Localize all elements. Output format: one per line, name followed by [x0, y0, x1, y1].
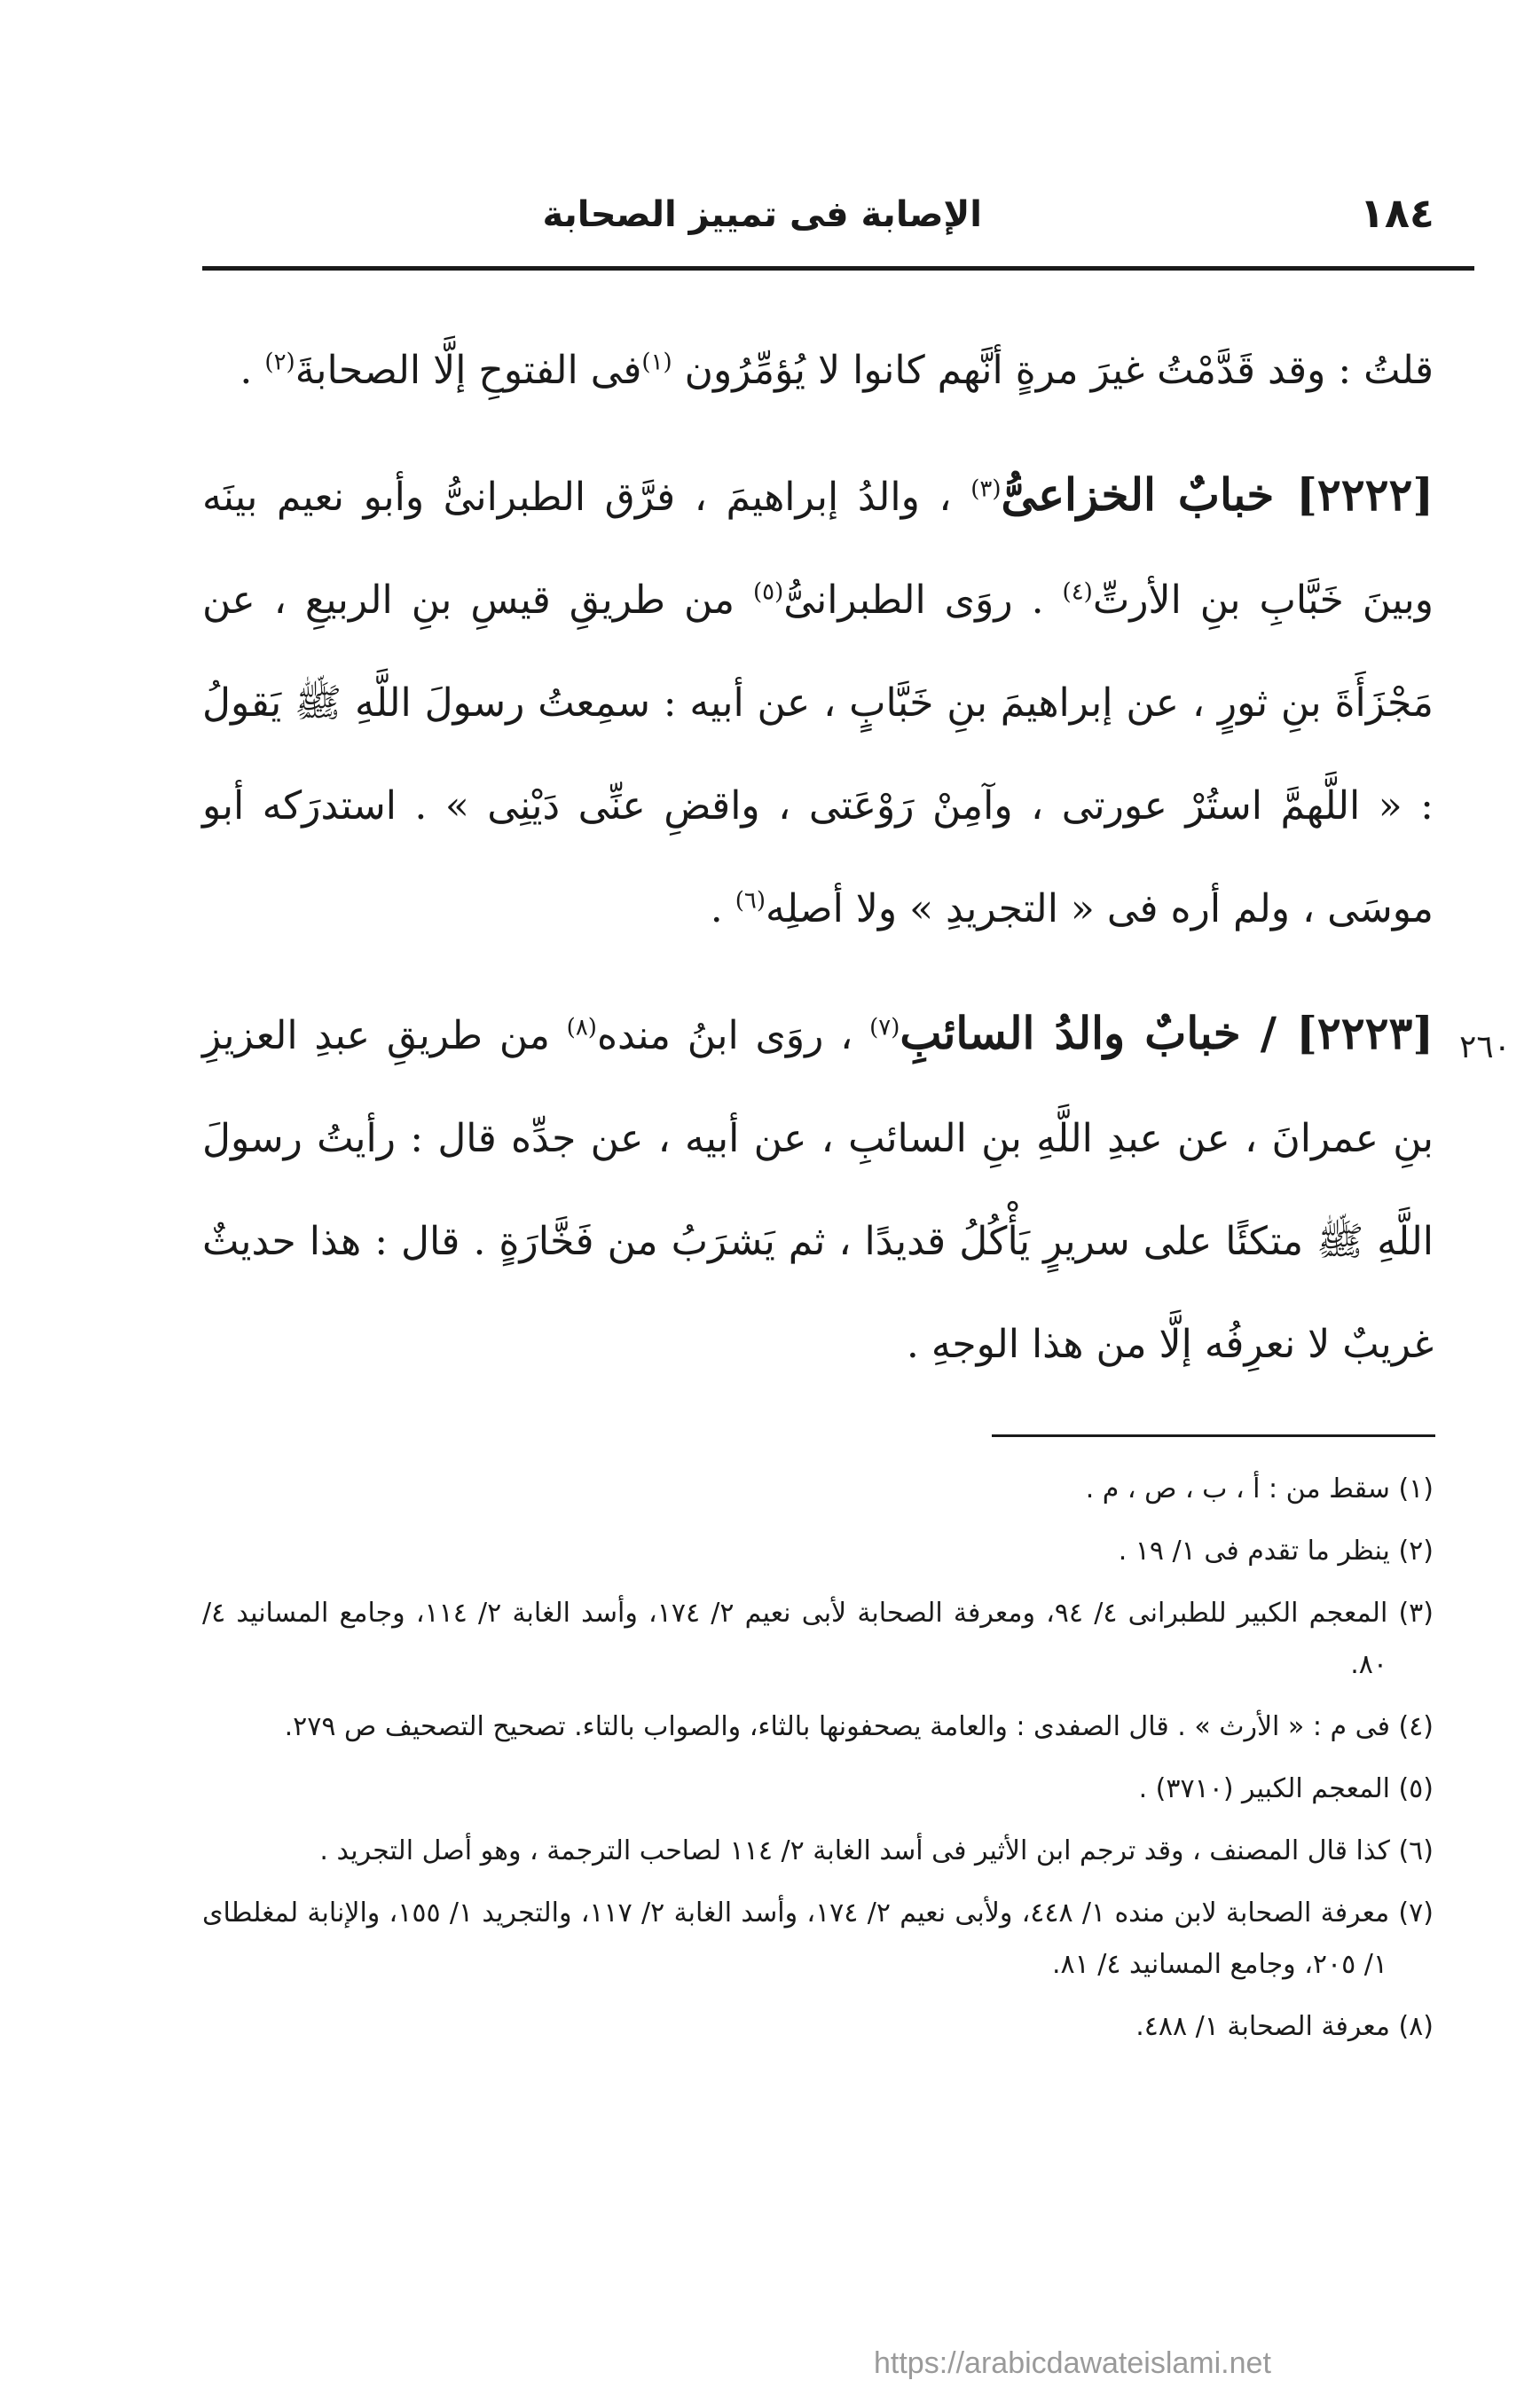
entry-text: ، روَى ابنُ منده — [596, 1013, 870, 1058]
footnote-marker[interactable]: (٨) — [566, 1014, 597, 1041]
entry-text: من طريقِ عبدِ العزيزِ بنِ عمرانَ ، عن عبدِ اللَّهِ بنِ السائبِ ، عن أبيه ، عن جدِّه قال : رأيتُ رسولَ اللَّهِ ﷺ متكئًا على سريرٍ يَأْكُلُ قديدًا ، ثم يَشرَبُ من فَخَّارَةٍ . قال : هذا حديثٌ غريبٌ لا نعرِفُه إلَّا من هذا الوجهِ . — [202, 1013, 1434, 1367]
footnote-separator — [992, 1434, 1435, 1437]
margin-volume-page-number: ٢٦٠ — [1459, 1029, 1512, 1065]
footnote-marker[interactable]: (٢) — [264, 349, 295, 376]
footnote-marker[interactable]: (٥) — [753, 578, 784, 606]
running-title: الإصابة فى تمييز الصحابة — [542, 194, 982, 235]
page-number: ١٨٤ — [1359, 189, 1434, 237]
footnote-marker[interactable]: (٧) — [869, 1014, 900, 1041]
header-rule — [202, 266, 1474, 271]
intro-paragraph — [202, 319, 1434, 422]
entry-2222 — [202, 444, 1434, 961]
entry-heading: [٢٢٢٢] خبابٌ الخزاعىُّ — [1001, 468, 1434, 521]
entry-text: . — [710, 886, 735, 931]
entry-heading: [٢٢٢٣] / خبابٌ والدُ السائبِ — [900, 1007, 1434, 1059]
footnote: (٧) معرفة الصحابة لابن منده ١/ ٤٤٨، ولأبى نعيم ٢/ ١٧٤، وأسد الغابة ٢/ ١١٧، والتجريد ١/ ١٥٥، والإنابة لمغلطاى ١/ ٢٠٥، وجامع المسانيد ٤/ ٨١. — [202, 1897, 1434, 1980]
entry-text: . روَى الطبرانىُّ — [783, 577, 1063, 623]
entry-text: ، والدُ إبراهيمَ ، فرَّق الطبرانىُّ وأبو نعيم بينَه وبينَ خَبَّابِ بنِ الأرتِّ — [202, 475, 1434, 623]
intro-text-1: قلتُ : وقد قَدَّمْتُ غيرَ مرةٍ أنَّهم كانوا لا يُؤمِّرُون — [672, 348, 1434, 393]
intro-text-2: فى الفتوحِ إلَّا الصحابةَ — [295, 348, 642, 393]
footnote: (٨) معرفة الصحابة ١/ ٤٨٨. — [1135, 2011, 1434, 2042]
main-text — [202, 319, 1434, 1418]
footnote: (٤) فى م : « الأرث » . قال الصفدى : والعامة يصحفونها بالثاء، والصواب بالتاء. تصحيح التصحيف ص ٢٧٩. — [284, 1711, 1434, 1742]
footnote-marker[interactable]: (٦) — [735, 887, 766, 915]
entry-2223 — [202, 982, 1434, 1396]
entry-text: من طريقِ قيسِ بنِ الربيعِ ، عن مَجْزَأَةَ بنِ ثورٍ ، عن إبراهيمَ بنِ خَبَّابٍ ، عن أبيه : سمِعتُ رسولَ اللَّهِ ﷺ يَقولُ : « اللَّهمَّ استُرْ عورتى ، وآمِنْ رَوْعَتى ، واقضِ عنِّى دَيْنِى » . استدرَكه أبو موسَى ، ولم أره فى « التجريدِ » ولا أصلِه — [202, 577, 1434, 931]
page-header — [202, 182, 1474, 253]
footnotes — [202, 1464, 1434, 2063]
footnote-marker[interactable]: (٤) — [1062, 578, 1093, 606]
footnote: (٣) المعجم الكبير للطبرانى ٤/ ٩٤، ومعرفة الصحابة لأبى نعيم ٢/ ١٧٤، وأسد الغابة ٢/ ١١٤، وجامع المسانيد ٤/ ٨٠. — [202, 1598, 1434, 1680]
footnote: (١) سقط من : أ ، ب ، ص ، م . — [1085, 1473, 1434, 1504]
footnote-marker[interactable]: (١) — [641, 349, 672, 376]
watermark-url: https://arabicdawateislami.net — [874, 2346, 1271, 2380]
footnote: (٦) كذا قال المصنف ، وقد ترجم ابن الأثير فى أسد الغابة ٢/ ١١٤ لصاحب الترجمة ، وهو أصل التجريد . — [319, 1835, 1434, 1866]
footnote-marker[interactable]: (٣) — [970, 475, 1002, 503]
footnote: (٥) المعجم الكبير (٣٧١٠) . — [1138, 1773, 1434, 1804]
footnote: (٢) ينظر ما تقدم فى ١/ ١٩ . — [1118, 1536, 1434, 1567]
intro-text-3: . — [240, 348, 265, 393]
